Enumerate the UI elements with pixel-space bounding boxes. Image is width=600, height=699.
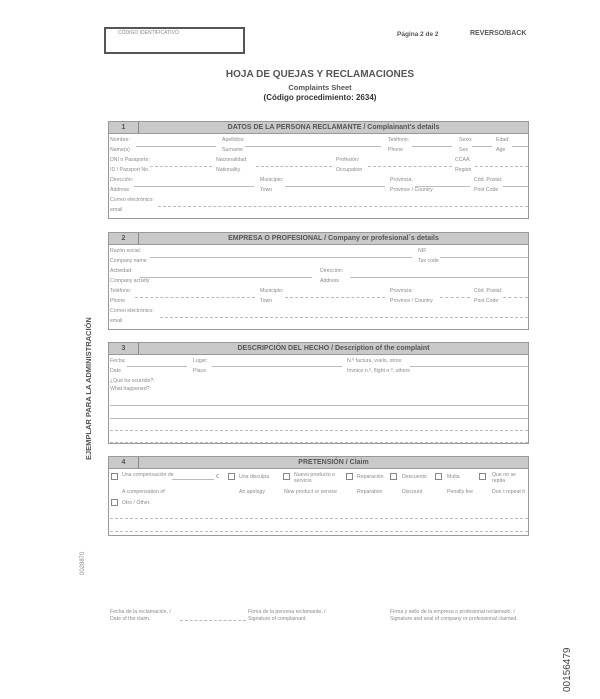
claim-date-label-en: Date of the claim. (110, 616, 151, 622)
company-email-input[interactable] (160, 317, 528, 318)
label: Fecha: (110, 358, 126, 364)
label: email (110, 207, 123, 213)
occupation-input[interactable] (368, 166, 452, 167)
option-label: Que no se repita (492, 472, 516, 484)
label: Lugar: (193, 358, 208, 364)
section-company (108, 232, 529, 330)
label: Phone (110, 298, 126, 304)
age-input[interactable] (512, 146, 528, 147)
label: Actividad: (110, 268, 133, 274)
description-line[interactable] (110, 405, 528, 406)
label: Nationality (216, 167, 241, 173)
section-title: EMPRESA O PROFESIONAL / Company or profesional´s details (228, 235, 439, 242)
company-town-input[interactable] (285, 297, 385, 298)
label: Company activity (110, 278, 150, 284)
option-label: Una disculpa (239, 474, 269, 480)
label: Address (110, 187, 130, 193)
label: Teléfono: (388, 137, 410, 143)
complainant-signature-label: Firma de la persona reclamante, / (248, 609, 326, 615)
company-signature-label-en: Signature and seal of company or professional claimed. (390, 616, 518, 622)
date-input[interactable] (127, 366, 187, 367)
label: Occupation (336, 167, 363, 173)
claim-date-label: Fecha de la reclamación, / (110, 609, 171, 615)
option-label: Descuento (402, 474, 427, 480)
page-number: Página 2 de 2 (397, 31, 439, 38)
no-repeat-checkbox[interactable] (479, 473, 486, 480)
sex-input[interactable] (472, 146, 492, 147)
section-number: 3 (109, 343, 139, 354)
section-number: 4 (109, 457, 139, 468)
province-input[interactable] (415, 186, 470, 187)
label: Provincia: (390, 177, 413, 183)
label: Place (193, 368, 206, 374)
label: ID / Passport No. (110, 167, 150, 173)
new-product-checkbox[interactable] (283, 473, 290, 480)
serial-number: 00156479 (562, 647, 573, 692)
label: Sex (459, 147, 468, 153)
label: Sexo: (459, 137, 473, 143)
claim-date-input[interactable] (180, 620, 246, 621)
claim-line[interactable] (110, 531, 528, 532)
label: email (110, 318, 123, 324)
complainant-signature-label-en: Signature of complainant. (248, 616, 307, 622)
label: Post Code (474, 187, 499, 193)
region-input[interactable] (475, 166, 528, 167)
label: Post Code (474, 298, 499, 304)
option-label-en: Discount (402, 489, 423, 495)
apology-checkbox[interactable] (228, 473, 235, 480)
section-title: PRETENSIÓN / Claim (298, 459, 369, 466)
label: Dirección: (110, 177, 134, 183)
label: Profesión: (336, 157, 360, 163)
label: Dirección: (320, 268, 344, 274)
company-signature-label: Firma y sello de la empresa o profesional reclamado. / (390, 609, 515, 615)
label: Razón social: (110, 248, 142, 254)
label: Phone (388, 147, 404, 153)
company-province-input[interactable] (440, 297, 470, 298)
description-line[interactable] (110, 442, 528, 443)
label: Region (455, 167, 472, 173)
reparation-checkbox[interactable] (346, 473, 353, 480)
label: Correo electrónico: (110, 308, 154, 314)
penalty-checkbox[interactable] (435, 473, 442, 480)
option-label-en: Penalty fee (447, 489, 473, 495)
label: Municipio: (260, 288, 284, 294)
address-input[interactable] (134, 186, 254, 187)
company-address-input[interactable] (350, 277, 528, 278)
currency-symbol: € (216, 474, 219, 480)
place-input[interactable] (212, 366, 342, 367)
company-name-input[interactable] (150, 257, 412, 258)
label: Cód. Postal: (474, 177, 503, 183)
section-number: 2 (109, 233, 139, 244)
label: Name(s) (110, 147, 130, 153)
label: DNI o Pasaporte: (110, 157, 150, 163)
activity-input[interactable] (140, 277, 312, 278)
label: Edad: (496, 137, 510, 143)
option-label: Otro / Other. (122, 500, 151, 506)
section-claim (108, 456, 529, 536)
label: Provincia: (390, 288, 413, 294)
label: NIF (418, 248, 427, 254)
id-input[interactable] (150, 166, 212, 167)
option-label-en: Reparation (357, 489, 383, 495)
compensation-checkbox[interactable] (111, 473, 118, 480)
nationality-input[interactable] (256, 166, 332, 167)
id-code-label: CÓDIGO IDENTIFICATIVO (118, 30, 179, 36)
option-label-en: A compensation of (122, 489, 165, 495)
label: Nacionalidad: (216, 157, 248, 163)
label: ¿Qué ha ocurrido?: (110, 378, 155, 384)
label: Town (260, 187, 273, 193)
compensation-amount-input[interactable] (172, 479, 214, 480)
option-label-en: New product or service (284, 489, 338, 495)
label: Invoice n.º, flight n.º, others (347, 368, 410, 374)
description-line[interactable] (110, 430, 528, 431)
invoice-input[interactable] (410, 366, 528, 367)
label: N.º factura, vuelo, otros: (347, 358, 403, 364)
claim-line[interactable] (110, 518, 528, 519)
copy-label: EJEMPLAR PARA LA ADMINISTRACIÓN (84, 317, 93, 460)
option-label: Una compensación de (122, 472, 174, 478)
label: Apellidos: (222, 137, 245, 143)
email-input[interactable] (158, 206, 528, 207)
label: Town (260, 298, 273, 304)
section-description (108, 342, 529, 444)
label: Company name (110, 258, 147, 264)
option-label: Nuevo producto o servicio (294, 472, 335, 484)
label: Age (496, 147, 506, 153)
section-title: DESCRIPCIÓN DEL HECHO / Description of the complaint (237, 345, 430, 352)
description-line[interactable] (110, 418, 528, 419)
phone-input[interactable] (412, 146, 452, 147)
label: Nombre: (110, 137, 130, 143)
label: Date (110, 368, 121, 374)
discount-checkbox[interactable] (390, 473, 397, 480)
side-label: REVERSO/BACK (470, 30, 527, 37)
tax-code-input[interactable] (440, 257, 528, 258)
option-label-en: An apology (239, 489, 265, 495)
page-title: HOJA DE QUEJAS Y RECLAMACIONES (225, 69, 415, 80)
label: CCAA: (455, 157, 471, 163)
label: Surname (222, 147, 244, 153)
postcode-input[interactable] (503, 186, 528, 187)
option-label: Multa (447, 474, 460, 480)
company-phone-input[interactable] (135, 297, 255, 298)
label: Tax code (418, 258, 439, 264)
page-subtitle: Complaints Sheet (288, 83, 352, 92)
town-input[interactable] (285, 186, 385, 187)
section-number: 1 (109, 122, 139, 133)
label: Teléfono: (110, 288, 132, 294)
id-code-box[interactable] (104, 27, 245, 54)
surname-input[interactable] (245, 146, 381, 147)
other-checkbox[interactable] (111, 499, 118, 506)
option-label-en: Don´t repeat it (492, 489, 525, 495)
label: Cód. Postal: (474, 288, 503, 294)
label: What happened?: (110, 386, 151, 392)
label: Municipio: (260, 177, 284, 183)
label: Correo electrónico: (110, 197, 154, 203)
label: Province / Country (390, 187, 433, 193)
side-code: 0028870 (80, 551, 86, 575)
name-input[interactable] (136, 146, 216, 147)
section-title: DATOS DE LA PERSONA RECLAMANTE / Complainant's details (227, 124, 440, 131)
label: Province / Country (390, 298, 433, 304)
procedure-code: (Código procedimiento: 2634) (263, 93, 377, 102)
option-label: Reparación (357, 474, 384, 480)
label: Address (320, 278, 340, 284)
company-postcode-input[interactable] (503, 297, 528, 298)
